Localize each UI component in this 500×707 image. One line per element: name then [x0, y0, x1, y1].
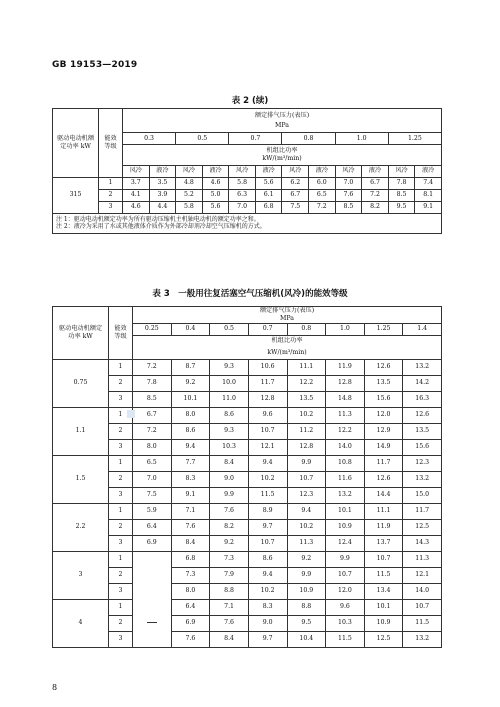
data-cell: 11.9 [364, 519, 403, 535]
pressure-header: 额定排气压力(表压) MPa [133, 307, 442, 324]
data-cell: 13.7 [364, 535, 403, 551]
data-cell: 9.5 [388, 201, 415, 213]
table-row [53, 455, 442, 471]
data-cell: 12.3 [403, 455, 442, 471]
data-cell: 10.4 [287, 631, 326, 647]
data-cell: 10.2 [248, 583, 287, 599]
data-cell: 10.9 [364, 615, 403, 631]
data-cell: 10.1 [326, 503, 365, 519]
data-cell: 10.7 [248, 535, 287, 551]
data-cell: 8.6 [210, 407, 249, 423]
data-cell: 6.9 [133, 535, 172, 551]
data-cell: 15.0 [403, 487, 442, 503]
grade-value: 1 [109, 503, 133, 519]
data-cell: 9.9 [287, 567, 326, 583]
grade-value: 1 [109, 551, 133, 567]
data-cell: 7.6 [335, 189, 362, 201]
data-cell: 3.5 [149, 177, 176, 189]
table-row [53, 375, 442, 391]
pressure-value: 0.25 [133, 323, 172, 335]
grade-value: 3 [109, 439, 133, 455]
pressure-value: 0.3 [123, 133, 176, 145]
data-cell: 11.9 [326, 359, 365, 375]
data-cell: 9.4 [171, 439, 210, 455]
cooling-type: 风冷 [282, 165, 309, 177]
data-cell: 8.3 [171, 471, 210, 487]
data-cell: 11.7 [403, 503, 442, 519]
grade-value: 1 [109, 407, 133, 423]
data-cell: 7.8 [388, 177, 415, 189]
data-cell: 6.4 [133, 519, 172, 535]
data-cell: 13.2 [326, 487, 365, 503]
standard-number: GB 19153—2019 [52, 60, 138, 70]
grade-value: 3 [109, 487, 133, 503]
data-cell: 16.3 [403, 391, 442, 407]
data-cell: 5.9 [133, 503, 172, 519]
page-number: 8 [52, 683, 58, 692]
data-cell: 14.4 [364, 487, 403, 503]
power-value: 315 [53, 177, 99, 213]
pressure-value: 1.0 [335, 133, 388, 145]
table-row [53, 177, 442, 189]
table-row [53, 423, 442, 439]
data-cell: 6.0 [309, 177, 336, 189]
data-cell: 8.3 [248, 599, 287, 615]
data-cell: 7.2 [133, 423, 172, 439]
data-cell: 4.1 [123, 189, 150, 201]
data-cell: 7.8 [133, 375, 172, 391]
data-cell: 7.6 [171, 519, 210, 535]
data-cell: 5.8 [176, 201, 203, 213]
data-cell: 10.3 [326, 615, 365, 631]
data-cell: 9.3 [210, 423, 249, 439]
not-applicable-cell [133, 551, 172, 599]
data-cell: 6.1 [255, 189, 282, 201]
pressure-value: 1.4 [403, 323, 442, 335]
data-cell: 11.6 [326, 471, 365, 487]
grade-value: 3 [109, 631, 133, 647]
data-cell: 8.0 [171, 407, 210, 423]
pressure-unit: MPa [123, 121, 442, 133]
data-cell: 9.4 [248, 567, 287, 583]
data-cell: 9.3 [210, 359, 249, 375]
data-cell: 14.0 [326, 439, 365, 455]
data-cell: 14.9 [364, 439, 403, 455]
data-cell: 8.4 [210, 455, 249, 471]
data-cell: 8.2 [362, 201, 389, 213]
data-cell: 9.6 [248, 407, 287, 423]
data-cell: 4.6 [123, 201, 150, 213]
data-cell: 6.9 [171, 615, 210, 631]
data-cell: 6.3 [229, 189, 256, 201]
cooling-type: 液冷 [149, 165, 176, 177]
cooling-type: 风冷 [335, 165, 362, 177]
data-cell: 10.2 [248, 471, 287, 487]
grade-value: 2 [109, 567, 133, 583]
data-cell: 12.9 [364, 423, 403, 439]
power-value: 1.1 [53, 407, 109, 455]
data-cell: 10.9 [287, 583, 326, 599]
table-row [53, 201, 442, 213]
grade-value: 1 [109, 599, 133, 615]
spec-power-header: 机组比功率 kW/(m³/min) [123, 145, 442, 166]
table-row [53, 407, 442, 423]
data-cell: 10.8 [326, 455, 365, 471]
cooling-type: 液冷 [362, 165, 389, 177]
table-row [53, 551, 442, 567]
data-cell: 12.6 [403, 407, 442, 423]
data-cell: 14.0 [403, 583, 442, 599]
pressure-value: 0.5 [176, 133, 229, 145]
data-cell: 6.8 [255, 201, 282, 213]
pressure-value: 0.7 [248, 323, 287, 335]
data-cell: 11.3 [287, 535, 326, 551]
not-applicable-cell [133, 599, 172, 647]
table2 [52, 108, 442, 234]
pressure-value: 1.25 [364, 323, 403, 335]
data-cell: 5.2 [176, 189, 203, 201]
data-cell: 9.0 [248, 615, 287, 631]
table-row [53, 391, 442, 407]
data-cell: 4.6 [202, 177, 229, 189]
data-cell: 9.6 [326, 599, 365, 615]
data-cell: 12.0 [364, 407, 403, 423]
data-cell: 8.5 [335, 201, 362, 213]
data-cell: 14.2 [403, 375, 442, 391]
data-cell: 8.0 [133, 439, 172, 455]
data-cell: 8.6 [248, 551, 287, 567]
grade-value: 1 [109, 359, 133, 375]
data-cell: 13.2 [403, 359, 442, 375]
grade-col-header: 能效等级 [99, 109, 123, 178]
data-cell: 11.5 [248, 487, 287, 503]
power-value: 4 [53, 599, 109, 647]
data-cell: 4.4 [149, 201, 176, 213]
grade-value: 2 [109, 375, 133, 391]
data-cell: 6.4 [171, 599, 210, 615]
data-cell: 10.1 [364, 599, 403, 615]
grade-value: 2 [109, 519, 133, 535]
data-cell: 11.2 [287, 423, 326, 439]
data-cell: 12.1 [403, 567, 442, 583]
data-cell: 11.5 [364, 567, 403, 583]
data-cell: 9.2 [287, 551, 326, 567]
cooling-type: 液冷 [415, 165, 442, 177]
data-cell: 9.4 [248, 455, 287, 471]
table-row [53, 439, 442, 455]
data-cell: 10.3 [210, 439, 249, 455]
grade-value: 3 [109, 583, 133, 599]
data-cell: 8.1 [415, 189, 442, 201]
data-cell: 10.7 [287, 471, 326, 487]
data-cell: 9.9 [210, 487, 249, 503]
table-row [53, 189, 442, 201]
data-cell: 12.8 [287, 439, 326, 455]
data-cell: 12.2 [326, 423, 365, 439]
cooling-type: 风冷 [176, 165, 203, 177]
data-cell: 7.5 [133, 487, 172, 503]
data-cell: 13.5 [364, 375, 403, 391]
data-cell: 11.1 [287, 359, 326, 375]
power-value: 0.75 [53, 359, 109, 407]
data-cell: 12.4 [326, 535, 365, 551]
data-cell: 7.6 [210, 503, 249, 519]
data-cell: 14.3 [403, 535, 442, 551]
data-cell: 9.9 [287, 455, 326, 471]
data-cell: 6.7 [133, 407, 172, 423]
data-cell: 7.6 [171, 631, 210, 647]
table-row [53, 471, 442, 487]
table2-caption: 表 2 (续) [231, 96, 269, 106]
data-cell: 7.6 [210, 615, 249, 631]
table-row [53, 359, 442, 375]
data-cell: 7.3 [210, 551, 249, 567]
data-cell: 8.8 [287, 599, 326, 615]
data-cell: 7.2 [133, 359, 172, 375]
data-cell: 7.4 [415, 177, 442, 189]
data-cell: 6.7 [282, 189, 309, 201]
data-cell: 12.6 [364, 471, 403, 487]
note-2: 注 2：液冷为采用了水或其他液体介质作为外部冷却剂冷却空气压缩机的方式。 [56, 223, 266, 230]
data-cell: 9.4 [287, 503, 326, 519]
cooling-type: 液冷 [202, 165, 229, 177]
grade-col-header: 能效等级 [109, 307, 133, 360]
table-row [53, 503, 442, 519]
data-cell: 6.5 [309, 189, 336, 201]
power-value: 2.2 [53, 503, 109, 551]
pressure-value: 0.7 [229, 133, 282, 145]
data-cell: 5.6 [202, 201, 229, 213]
data-cell: 3.9 [149, 189, 176, 201]
cooling-type: 液冷 [255, 165, 282, 177]
data-cell: 5.8 [229, 177, 256, 189]
grade-value: 1 [99, 177, 123, 189]
data-cell: 7.0 [133, 471, 172, 487]
data-cell: 9.1 [171, 487, 210, 503]
cooling-type: 液冷 [309, 165, 336, 177]
power-col-header: 驱动电动机额定功率 kW [53, 109, 99, 178]
table-row [53, 487, 442, 503]
dash-mark [147, 622, 157, 623]
power-value: 3 [53, 551, 109, 599]
data-cell: 9.1 [415, 201, 442, 213]
cooling-type: 风冷 [388, 165, 415, 177]
data-cell: 12.6 [364, 359, 403, 375]
data-cell: 10.2 [287, 407, 326, 423]
cooling-type: 风冷 [229, 165, 256, 177]
data-cell: 8.5 [133, 391, 172, 407]
data-cell: 8.0 [171, 583, 210, 599]
data-cell: 10.9 [326, 519, 365, 535]
data-cell: 7.5 [282, 201, 309, 213]
pressure-value: 0.8 [287, 323, 326, 335]
grade-value: 3 [99, 201, 123, 213]
data-cell: 9.7 [248, 631, 287, 647]
data-cell: 10.7 [326, 567, 365, 583]
data-cell: 7.1 [210, 599, 249, 615]
data-cell: 11.7 [248, 375, 287, 391]
data-cell: 10.0 [210, 375, 249, 391]
data-cell: 9.7 [248, 519, 287, 535]
data-cell: 10.6 [248, 359, 287, 375]
data-cell: 12.3 [287, 487, 326, 503]
data-cell: 12.8 [326, 375, 365, 391]
pressure-value: 1.0 [326, 323, 365, 335]
data-cell: 8.6 [171, 423, 210, 439]
pressure-value: 0.4 [171, 323, 210, 335]
data-cell: 8.4 [210, 631, 249, 647]
data-cell: 6.5 [133, 455, 172, 471]
table2-notes [53, 213, 442, 233]
table-row [53, 615, 442, 631]
spec-power-header: 机组比功率 [133, 335, 442, 347]
grade-value: 2 [109, 615, 133, 631]
data-cell: 7.2 [309, 201, 336, 213]
data-cell: 10.7 [364, 551, 403, 567]
data-cell: 13.5 [403, 423, 442, 439]
data-cell: 4.8 [176, 177, 203, 189]
data-cell: 7.3 [171, 567, 210, 583]
data-cell: 10.2 [287, 519, 326, 535]
data-cell: 9.0 [210, 471, 249, 487]
table-row [53, 583, 442, 599]
data-cell: 11.1 [364, 503, 403, 519]
data-cell: 11.3 [403, 551, 442, 567]
cooling-type: 风冷 [123, 165, 150, 177]
table3 [52, 306, 442, 648]
table-row [53, 567, 442, 583]
data-cell: 7.0 [229, 201, 256, 213]
grade-value: 3 [109, 535, 133, 551]
data-cell: 8.7 [171, 359, 210, 375]
data-cell: 8.4 [171, 535, 210, 551]
data-cell: 8.5 [388, 189, 415, 201]
data-cell: 9.9 [326, 551, 365, 567]
table-row [53, 599, 442, 615]
data-cell: 12.1 [248, 439, 287, 455]
data-cell: 7.7 [171, 455, 210, 471]
table-row [53, 535, 442, 551]
data-cell: 9.2 [171, 375, 210, 391]
data-cell: 15.6 [364, 391, 403, 407]
data-cell: 10.7 [248, 423, 287, 439]
note-1: 注 1：驱动电动机额定功率为所有驱动压缩机主机轴电动机的额定功率之和。 [56, 215, 260, 223]
data-cell: 11.7 [364, 455, 403, 471]
data-cell: 8.9 [248, 503, 287, 519]
data-cell: 13.2 [403, 471, 442, 487]
data-cell: 7.9 [210, 567, 249, 583]
data-cell: 12.2 [287, 375, 326, 391]
watermark-mark [127, 410, 135, 418]
data-cell: 9.5 [287, 615, 326, 631]
data-cell: 8.8 [210, 583, 249, 599]
spec-power-unit: kW/(m³/min) [133, 347, 442, 359]
data-cell: 6.8 [171, 551, 210, 567]
power-value: 1.5 [53, 455, 109, 503]
data-cell: 15.6 [403, 439, 442, 455]
grade-value: 1 [109, 455, 133, 471]
grade-value: 2 [109, 471, 133, 487]
data-cell: 13.2 [403, 631, 442, 647]
data-cell: 9.2 [210, 535, 249, 551]
data-cell: 12.0 [326, 583, 365, 599]
pressure-value: 0.8 [282, 133, 335, 145]
data-cell: 6.2 [282, 177, 309, 189]
pressure-value: 0.5 [210, 323, 249, 335]
data-cell: 12.8 [248, 391, 287, 407]
data-cell: 11.5 [403, 615, 442, 631]
power-col-header: 驱动电动机额定功率 kW [53, 307, 109, 360]
data-cell: 13.4 [364, 583, 403, 599]
data-cell: 5.0 [202, 189, 229, 201]
table3-caption: 表 3 一般用往复活塞空气压缩机(风冷)的能效等级 [152, 289, 348, 299]
grade-value: 2 [99, 189, 123, 201]
data-cell: 11.0 [210, 391, 249, 407]
data-cell: 14.8 [326, 391, 365, 407]
data-cell: 12.5 [364, 631, 403, 647]
data-cell: 3.7 [123, 177, 150, 189]
data-cell: 11.5 [326, 631, 365, 647]
table-row [53, 631, 442, 647]
data-cell: 5.6 [255, 177, 282, 189]
data-cell: 7.0 [335, 177, 362, 189]
table-row [53, 519, 442, 535]
data-cell: 6.7 [362, 177, 389, 189]
data-cell: 8.2 [210, 519, 249, 535]
data-cell: 7.1 [171, 503, 210, 519]
grade-value: 2 [109, 423, 133, 439]
data-cell: 10.7 [403, 599, 442, 615]
data-cell: 10.1 [171, 391, 210, 407]
grade-value: 3 [109, 391, 133, 407]
data-cell: 11.3 [326, 407, 365, 423]
data-cell: 13.5 [287, 391, 326, 407]
pressure-value: 1.25 [388, 133, 441, 145]
pressure-header: 额定排气压力(表压) [123, 109, 442, 121]
data-cell: 7.2 [362, 189, 389, 201]
data-cell: 12.5 [403, 519, 442, 535]
